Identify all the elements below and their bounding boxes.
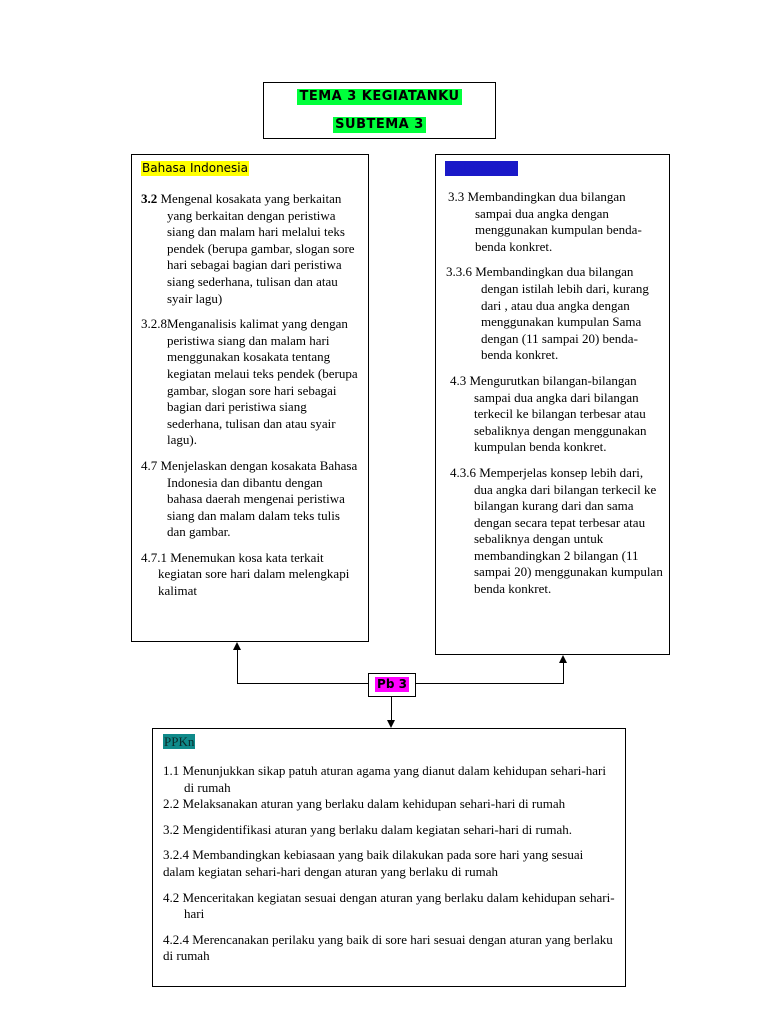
competency-item: 4.3.6 Memperjelas konsep lebih dari, dua angka dari bilangan terkecil ke bilangan kurang dari dan sama dengan secara tepat terbesar atau sebaliknya dengan untuk membandingkan 2 bilangan (11 sampai 20) menggunakan kumpulan benda konkret. bbox=[450, 464, 663, 597]
bahasa-indonesia-items bbox=[141, 191, 359, 600]
competency-text: Mengenal kosakata yang berkaitan yang berkaitan dengan peristiwa siang dan malam hari melalui teks pendek (berupa gambar, slogan sore hari sebagai bagian dari peristiwa siang sederhana, tulisan dan atau syair lagu) bbox=[157, 191, 355, 306]
ppkn-label: PPKn bbox=[164, 734, 195, 749]
competency-item: 4.2 Menceritakan kegiatan sesuai dengan aturan yang berlaku dalam kehidupan sehari-hari bbox=[163, 889, 615, 922]
connector-left-vertical bbox=[237, 650, 238, 683]
connector-down-vertical bbox=[391, 697, 392, 720]
competency-item: 3.2.4 Membandingkan kebiasaan yang baik dilakukan pada sore hari yang sesuai dalam kegiatan sehari-hari dengan aturan yang berlaku di rumah bbox=[163, 847, 584, 879]
arrow-up-icon bbox=[559, 655, 567, 663]
competency-item: 4.7 Menjelaskan dengan kosakata Bahasa Indonesia dan dibantu dengan bahasa daerah mengenai peristiwa siang dan malam dalam teks tulis dan gambar. bbox=[141, 457, 358, 540]
theme-title: TEMA 3 KEGIATANKU bbox=[299, 89, 460, 104]
bahasa-indonesia-label: Bahasa Indonesia bbox=[142, 161, 248, 175]
competency-item: 4.7.1 Menemukan kosa kata terkait kegiatan sore hari dalam melengkapi kalimat bbox=[141, 549, 350, 599]
title-box bbox=[263, 82, 496, 139]
ppkn-items bbox=[163, 763, 615, 965]
competency-number: 3.2 bbox=[141, 191, 158, 206]
competency-item: 4.3 Mengurutkan bilangan-bilangan sampai dua angka dari bilangan terkecil ke bilangan terbesar atau sebaliknya dengan menggunakan kumpulan benda konkret. bbox=[450, 372, 647, 455]
connector-left-horizontal bbox=[237, 683, 368, 684]
connector-right-horizontal bbox=[416, 683, 564, 684]
lesson-connector-box bbox=[368, 673, 416, 697]
competency-item: 3.2.8Menganalisis kalimat yang dengan peristiwa siang dan malam hari menggunakan kosakata tentang kegiatan melaui teks pendek (berupa gambar, slogan sore hari sebagai bagian dari peristiwa siang sederhana, tulisan dan atau syair lagu). bbox=[141, 316, 358, 448]
arrow-up-icon bbox=[233, 642, 241, 650]
competency-item bbox=[141, 191, 359, 307]
connector-right-vertical bbox=[563, 663, 564, 684]
arrow-down-icon bbox=[387, 720, 395, 728]
competency-item: 3.3.6 Membandingkan dua bilangan dengan istilah lebih dari, kurang dari , atau dua angka dengan menggunakan kumpulan Sama dengan (11 sampai 20) benda-benda konkret. bbox=[446, 264, 649, 363]
competency-item: 2.2 Melaksanakan aturan yang berlaku dalam kehidupan sehari-hari di rumah bbox=[163, 796, 566, 812]
lesson-label: Pb 3 bbox=[377, 677, 407, 691]
subtheme-title: SUBTEMA 3 bbox=[335, 117, 424, 132]
matematika-label: Matematika bbox=[446, 161, 517, 175]
matematika-items bbox=[445, 189, 663, 598]
competency-item: 3.2 Mengidentifikasi aturan yang berlaku dalam kegiatan sehari-hari di rumah. bbox=[163, 821, 572, 837]
matematika-box bbox=[435, 154, 670, 655]
competency-item: 1.1 Menunjukkan sikap patuh aturan agama yang dianut dalam kehidupan sehari-hari di rumah bbox=[163, 763, 606, 795]
competency-item: 3.3 Membandingkan dua bilangan sampai dua angka dengan menggunakan kumpulan benda-benda konkret. bbox=[448, 189, 642, 254]
ppkn-box bbox=[152, 728, 626, 987]
bahasa-indonesia-box bbox=[131, 154, 369, 642]
competency-item: 4.2.4 Merencanakan perilaku yang baik di sore hari sesuai dengan aturan yang berlaku di rumah bbox=[163, 931, 613, 964]
